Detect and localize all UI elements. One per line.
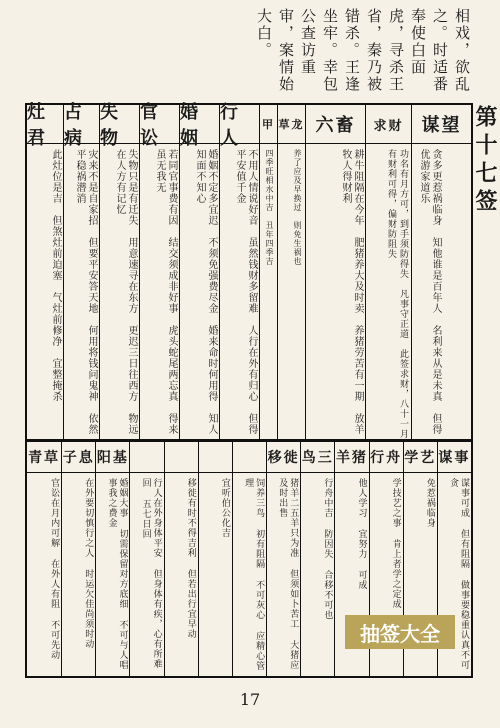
poem-column: 坐牢。幸包: [321, 8, 339, 93]
bottom-header: 行舟: [370, 450, 403, 466]
body-shiwu: 失物只是有迁失 用意速寻在东方 更迟三日往西方 物远在人方有记忆: [114, 149, 137, 435]
body-jia: 四季旺相水中吉 丑年四季吉: [265, 149, 274, 266]
body-zaojun: 此灶位是吉 但煞灶前迫塞 气灶前修净 宜整掩杀: [50, 149, 61, 402]
bottom-body: 在外要切慎行之人 时运欠佳尚须时动: [83, 478, 94, 649]
bottom-header: 子息: [62, 450, 95, 466]
col-caolong: [277, 105, 305, 439]
bottom-col: [164, 442, 198, 676]
col-jia: [259, 105, 277, 439]
body-liuchu: 耕牛阻隔在今年 肥猪养大及时卖 养猪劳苦有一期 放羊牧人得财利: [340, 149, 363, 435]
poem-column: 大白。: [255, 8, 273, 59]
header-liuchu: 六畜: [315, 115, 356, 136]
bottom-header: 鸟三: [301, 450, 334, 466]
bottom-header: 羊猪: [335, 450, 368, 466]
bottom-body: 他人学习 宜努力 可成: [356, 478, 367, 590]
bottom-body: 婚姻大事 切需保留对方底细 不可与人唱事我之费金: [106, 478, 128, 670]
header-jia: 甲: [262, 118, 275, 131]
bottom-body: 移徙有时不得吉利 但若出行宜早动: [185, 478, 196, 639]
poem-column: 公查访重: [299, 8, 317, 76]
col-zaojun: [27, 102, 63, 439]
body-guansong: 若同官事费有因 结交须成非好事 虎头蛇尾两忘真 得来虽无我无: [154, 149, 177, 435]
bottom-body: 猪羊二五羊只为准 但须如卜苦工 大猪应及时出售: [277, 478, 299, 670]
body-mouwang: 贪多更惹祸临身 知他谁是百年人 名利来从是未真 但得优游家道乐: [418, 149, 441, 435]
col-shiwu: [99, 102, 139, 439]
bottom-body: 行人在外身体平安 但身体有疾，心有所难回 五七日回: [140, 478, 162, 669]
header-xingren: 行人: [220, 102, 240, 149]
poem-column: 相戏，欲乱: [453, 8, 471, 93]
page-number: 17: [239, 690, 261, 709]
bottom-col: [129, 442, 163, 676]
header-guansong: 官讼: [140, 102, 160, 149]
bottom-col: [232, 442, 266, 676]
bottom-header: 青草: [28, 450, 61, 466]
col-xingren: [219, 102, 259, 439]
bottom-col: [198, 442, 232, 676]
bottom-body: 学技艺之事 肯上者学之定成: [390, 478, 401, 609]
col-zhanbing: [63, 102, 99, 439]
left-top-cols: [0, 103, 25, 441]
header-caolong: 草龙: [278, 118, 305, 131]
body-zhanbing: 灾来不是自家招 但要平安答天地 何用将钱问鬼神 依然平稳祸潜消: [74, 149, 97, 435]
col-mouwang: [411, 105, 498, 439]
header-hunyin: 婚姻: [180, 102, 200, 149]
stamp-logo: 抽签大全: [345, 615, 455, 649]
bottom-header: 移徙: [267, 450, 300, 466]
bottom-body: 饲养三鸟 初有阻隔 不可灰心 应精心管理: [243, 478, 265, 671]
header-mouwang: 谋望: [421, 115, 462, 136]
poem-column: 省，秦乃被: [365, 8, 383, 93]
header-qiucai: 求财: [373, 118, 404, 134]
bottom-body: 免惹祸临身: [424, 478, 435, 528]
body-hunyin: 婚姻不定多宜迟 不须免强费尽金 婚来命时何用得 知人知面不知心: [194, 149, 217, 435]
bottom-col: [27, 442, 61, 676]
col-hunyin: [179, 102, 219, 439]
top-poem: [250, 8, 470, 108]
header-shiwu: 失物: [100, 102, 120, 149]
sign-title: 第十七签: [472, 105, 498, 217]
bottom-body: 宜听伯公化吉: [219, 478, 230, 538]
col-liuchu: [305, 105, 365, 439]
bottom-col: [95, 442, 129, 676]
poem-column: 奉使白面: [409, 8, 427, 76]
poem-column: 虎，寻杀王: [387, 8, 405, 93]
poem-column: 错杀。王逢: [343, 8, 361, 93]
header-zaojun: 灶君: [27, 102, 47, 149]
body-caolong: 养了应及早换过 则免生祸也: [293, 149, 302, 266]
header-zhanbing: 占病: [64, 102, 84, 149]
body-xingren: 不用人情说好音 虽然钱财多留难 人行在外有归心 但得平安值千金: [234, 149, 257, 435]
bottom-body: 官讼在月内可解 在外人有阻 不可先动: [49, 478, 60, 660]
bottom-header: 学艺: [404, 450, 437, 466]
bottom-header: 阳基: [96, 450, 129, 466]
bottom-header: 谋事: [438, 450, 471, 466]
bottom-col: [266, 442, 300, 676]
col-sign-note: [365, 105, 411, 439]
bottom-body: 行舟中吉 防因失 合移不可也: [322, 478, 333, 620]
top-table: [25, 102, 498, 441]
bottom-body: 谋事可成 但有阻隔 做事要稳重认真不可贪: [447, 478, 469, 670]
body-sign-note: 功名有月方可，到手须防得失 凡事守正道 此签求财，八十一月有财利可得，偏财防阻失: [386, 149, 408, 439]
poem-column: 审，案情始: [277, 8, 295, 93]
col-guansong: [139, 102, 179, 439]
bottom-col: [300, 442, 334, 676]
bottom-col: [61, 442, 95, 676]
poem-column: 之。时适番: [431, 8, 449, 93]
